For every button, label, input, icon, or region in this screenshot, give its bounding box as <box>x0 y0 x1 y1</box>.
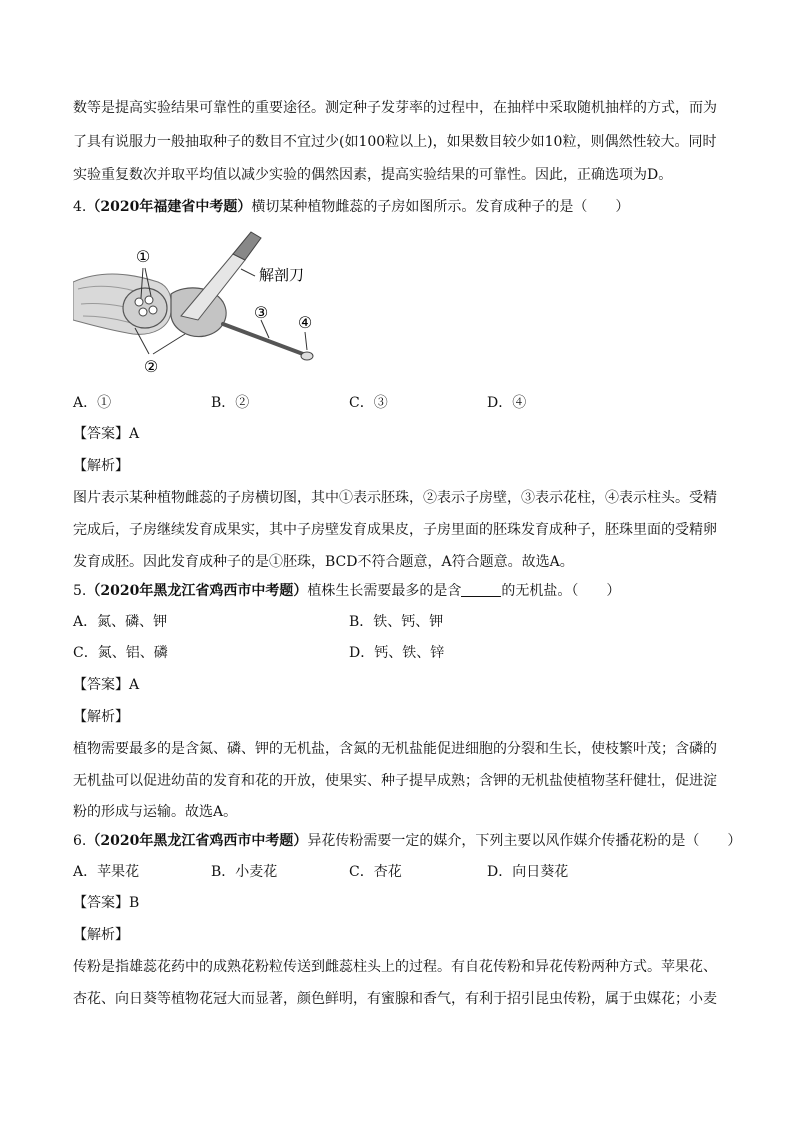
question-4-answer: 【答案】A <box>73 426 140 442</box>
question-4-analysis-line: 完成后，子房继续发育成果实，其中子房壁发育成果皮，子房里面的胚珠发育成种子，胚珠里面的受精卵 <box>73 522 717 538</box>
question-4 <box>73 197 733 217</box>
question-4-source: （2020年福建省中考题） <box>86 199 252 215</box>
ovule-icon <box>145 296 153 304</box>
question-5-option-d: D．钙、铁、锌 <box>349 645 445 661</box>
question-5-number: 5. <box>73 583 87 599</box>
question-4-option-d: D．④ <box>487 395 527 411</box>
ovule-icon <box>139 308 147 316</box>
ovule-icon <box>149 306 157 314</box>
label-2-pointer <box>153 334 185 354</box>
ovary-cross-section-figure <box>73 224 323 384</box>
question-4-analysis-line: 图片表示某种植物雌蕊的子房横切图，其中①表示胚珠，②表示子房壁，③表示花柱，④表示柱头。受精 <box>73 490 717 506</box>
question-5 <box>73 581 733 601</box>
question-5-analysis-line: 植物需要最多的是含氮、磷、钾的无机盐，含氮的无机盐能促进细胞的分裂和生长，使枝繁叶茂；含磷的 <box>73 741 717 757</box>
question-5-stem-part-1: 植株生长需要最多的是含 <box>307 583 462 599</box>
question-4-option-c: C．③ <box>349 395 388 411</box>
question-5-option-c: C．氮、铝、磷 <box>73 645 168 661</box>
intro-line-2: 了具有说服力一般抽取种子的数目不宜过少(如100粒以上)，如果数目较少如10粒，则偶然性较大。同时 <box>73 134 717 150</box>
question-4-analysis-title: 【解析】 <box>73 458 129 474</box>
stigma-shape <box>301 352 313 360</box>
question-6-source: （2020年黑龙江省鸡西市中考题） <box>86 833 308 849</box>
question-6-option-c: C．杏花 <box>349 864 402 880</box>
question-6-answer: 【答案】B <box>73 895 140 911</box>
question-5-analysis-line: 粉的形成与运输。故选A。 <box>73 804 238 820</box>
answer-blank <box>461 582 501 597</box>
question-5-source: （2020年黑龙江省鸡西市中考题） <box>86 583 308 599</box>
figure-label-scalpel: 解剖刀 <box>259 266 305 284</box>
figure-label-4: ④ <box>297 313 313 332</box>
style-shape <box>223 324 303 354</box>
scalpel-pointer-line <box>241 269 255 276</box>
question-4-option-b: B．② <box>211 395 250 411</box>
question-6-number: 6. <box>73 833 87 849</box>
question-5-option-a: A．氮、磷、钾 <box>73 614 168 630</box>
question-6-option-a: A．苹果花 <box>73 864 140 880</box>
question-4-number: 4. <box>73 199 87 215</box>
figure-label-2: ② <box>143 357 159 376</box>
question-4-stem: 横切某种植物雌蕊的子房如图所示。发育成种子的是（ ） <box>251 199 630 215</box>
intro-line-3: 实验重复数次并取平均值以减少实验的偶然因素，提高实验结果的可靠性。因此，正确选项为D。 <box>73 167 673 183</box>
label-4-pointer <box>305 332 307 350</box>
question-4-analysis-line: 发育成胚。因此发育成种子的是①胚珠，BCD不符合题意，A符合题意。故选A。 <box>73 554 574 570</box>
question-6-analysis-line: 传粉是指雄蕊花药中的成熟花粉粒传送到雌蕊柱头上的过程。有自花传粉和异花传粉两种方式。苹果花、 <box>73 959 717 975</box>
label-3-pointer <box>261 320 269 338</box>
figure-label-1: ① <box>135 247 151 266</box>
question-5-stem-part-2: 的无机盐。（ ） <box>501 583 621 599</box>
question-6-stem: 异花传粉需要一定的媒介，下列主要以风作媒介传播花粉的是（ ） <box>307 833 742 849</box>
question-6-analysis-title: 【解析】 <box>73 927 129 943</box>
figure-label-3: ③ <box>253 303 269 322</box>
question-6-option-d: D．向日葵花 <box>487 864 569 880</box>
question-6-analysis-line: 杏花、向日葵等植物花冠大而显著，颜色鲜明，有蜜腺和香气，有利于招引昆虫传粉，属于虫媒花；小麦 <box>73 991 717 1007</box>
question-6 <box>73 831 742 851</box>
question-6-option-b: B．小麦花 <box>211 864 278 880</box>
question-4-option-a: A．① <box>73 395 112 411</box>
question-5-option-b: B．铁、钙、钾 <box>349 614 444 630</box>
intro-line-1: 数等是提高实验结果可靠性的重要途径。测定种子发芽率的过程中，在抽样中采取随机抽样的方式，而为 <box>73 100 717 116</box>
question-5-analysis-title: 【解析】 <box>73 709 129 725</box>
scalpel-handle <box>233 232 261 260</box>
ovule-icon <box>135 298 143 306</box>
question-5-analysis-line: 无机盐可以促进幼苗的发育和花的开放，使果实、种子提早成熟；含钾的无机盐使植物茎秆健壮，促进淀 <box>73 773 717 789</box>
question-5-answer: 【答案】A <box>73 677 140 693</box>
